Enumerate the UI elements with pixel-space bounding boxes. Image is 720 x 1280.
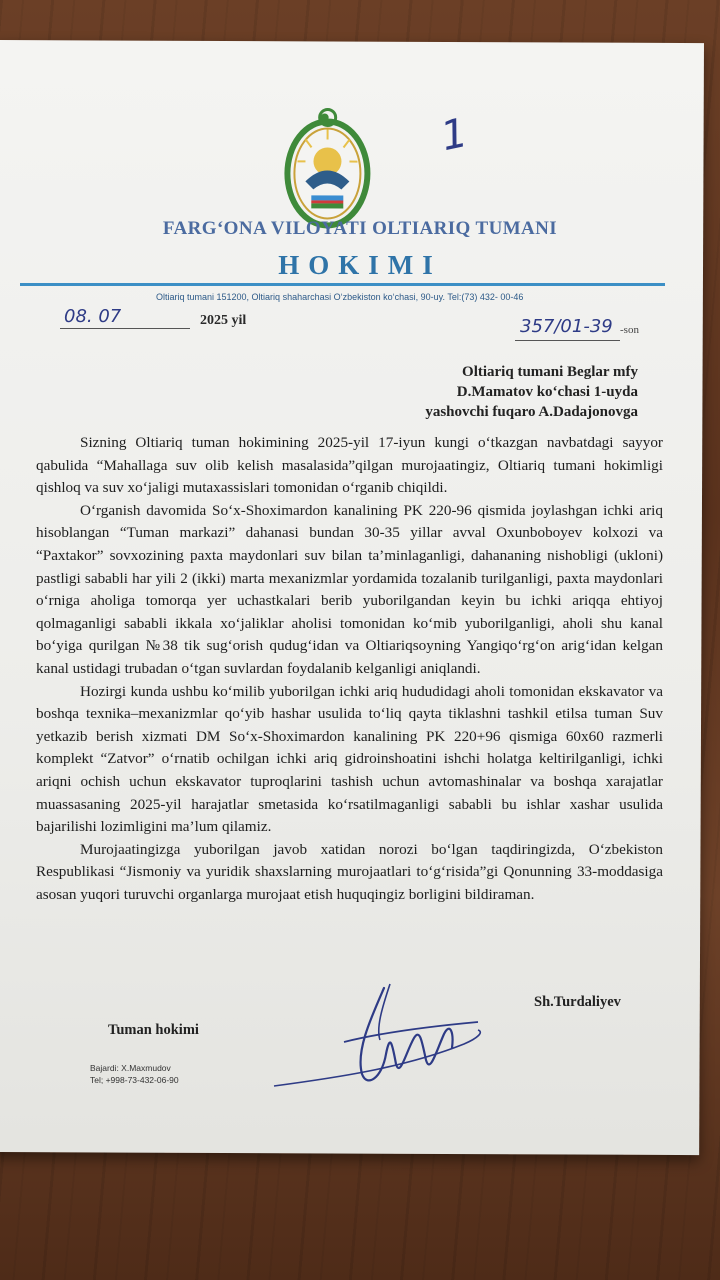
- recipient-line-1: Oltiariq tumani Beglar mfy: [462, 364, 638, 380]
- recipient-block: [425, 362, 638, 422]
- paragraph-2: O‘rganish davomida So‘x-Shoximardon kanalining PK 220-96 qismida joylashgan ichki ariq hisoblangan “Tuman markazi” dahanasi bundan 30-35 yillar avval Oxunboboyev kolxozi va “Paxtakor” sovxozining paxta maydonlari suv bilan ta’minlaganligi, dahananing nishobligi (ukloni) pastligi sababli har yili 2 (ikki) marta mexanizmlar yordamida tozalanib turilganligi, paxta maydonlari o‘rniga aholiga tomorqa yer uchastkalari berib yuborilgandan keyin bu ichki ariqqa ehtiyoj qolmaganligi sababli ikkala xo‘jaliklar aholisi tomonidan ko‘mib yuborilganligi, aholi shu kanal bo‘yiga qurilgan №38 tik sug‘orish qudug‘idan va Oltiariqsoyning Yangiqo‘rg‘on arig‘idan kelgan kanal ustidagi trubadan o‘tgan suvlardan foydalanib kelganligi aniqlandi.: [36, 501, 663, 677]
- recipient-line-2: D.Mamatov ko‘chasi 1-uyda: [456, 384, 638, 400]
- letter-body: [36, 432, 663, 906]
- letter-year: 2025 yil: [200, 313, 247, 328]
- header-divider: [20, 283, 665, 286]
- handwritten-date: 08. 07: [64, 306, 122, 327]
- date-underline: [60, 328, 190, 329]
- number-underline: [515, 340, 620, 341]
- signer-position: Tuman hokimi: [108, 1022, 199, 1038]
- executor-name: Bajardi: X.Maxmudov: [90, 1063, 171, 1073]
- handwritten-signature: [264, 982, 504, 1098]
- letterhead-title: HOKIMI: [278, 250, 442, 280]
- executor-phone: Tel; +998-73-432-06-90: [90, 1075, 179, 1085]
- paragraph-3: Hozirgi kunda ushbu ko‘milib yuborilgan ichki ariq hududidagi aholi tomonidan ekskavator va boshqa texnika–mexanizmlar qo‘yib hashar usulida to‘liq qayta tiklashni tashkil etilsa tuman Suv yetkazib berish xizmati DM So‘x-Shoximardon kanalining PK 220+96 qismiga 60x60 razmerli komplekt “Zatvor” o‘rnatib ochilgan ichki ariq gidroinshoatini ishchi holatga keltirilganligi, ichki ariqni ochish uchun ekskavator tuproqlarini tashish uchun avtomashinalar va boshqa xarajatlar muassasaning 2025-yil harajatlar smetasida ko‘rsatilmaganligi sababli bu ishlar xashar usulida bajarilishi lozimligini ma’lum qilamiz.: [36, 682, 663, 836]
- paragraph-4: Murojaatingizga yuborilgan javob xatidan norozi bo‘lgan taqdiringizda, O‘zbekiston Respublikasi “Jismoniy va yuridik shaxslarning murojaatlari to‘g‘risida”gi Qonunning 33-moddasiga asosan yuqori turuvchi organlarga murojaat etish huquqingiz borligini bildiraman.: [36, 840, 663, 903]
- region-heading: FARG‘ONA VILOYATI OLTIARIQ TUMANI: [162, 218, 558, 239]
- handwritten-reference-number: 357/01-39: [520, 316, 613, 337]
- handwritten-mark: 1: [437, 109, 472, 161]
- paragraph-1: Sizning Oltiariq tuman hokimining 2025-yil 17-iyun kungi o‘tkazgan navbatdagi sayyor qabulida “Mahallaga suv olib kelish masalasida”qilgan murojaatingiz, Oltiariq tumani hokimligi qishloq va suv xo‘jaligi mutaxassislari tomonidan o‘rganib chiqildi.: [36, 434, 663, 497]
- executor-info: [90, 1062, 179, 1086]
- recipient-line-3: yashovchi fuqaro A.Dadajonovga: [425, 404, 638, 420]
- signer-name: Sh.Turdaliyev: [534, 994, 621, 1010]
- office-address: Oltiariq tumani 151200, Oltiariq shaharchasi O‘zbekiston ko‘chasi, 90-uy. Tel:(73) 432- 00-46: [156, 292, 524, 302]
- number-suffix: -son: [620, 324, 639, 336]
